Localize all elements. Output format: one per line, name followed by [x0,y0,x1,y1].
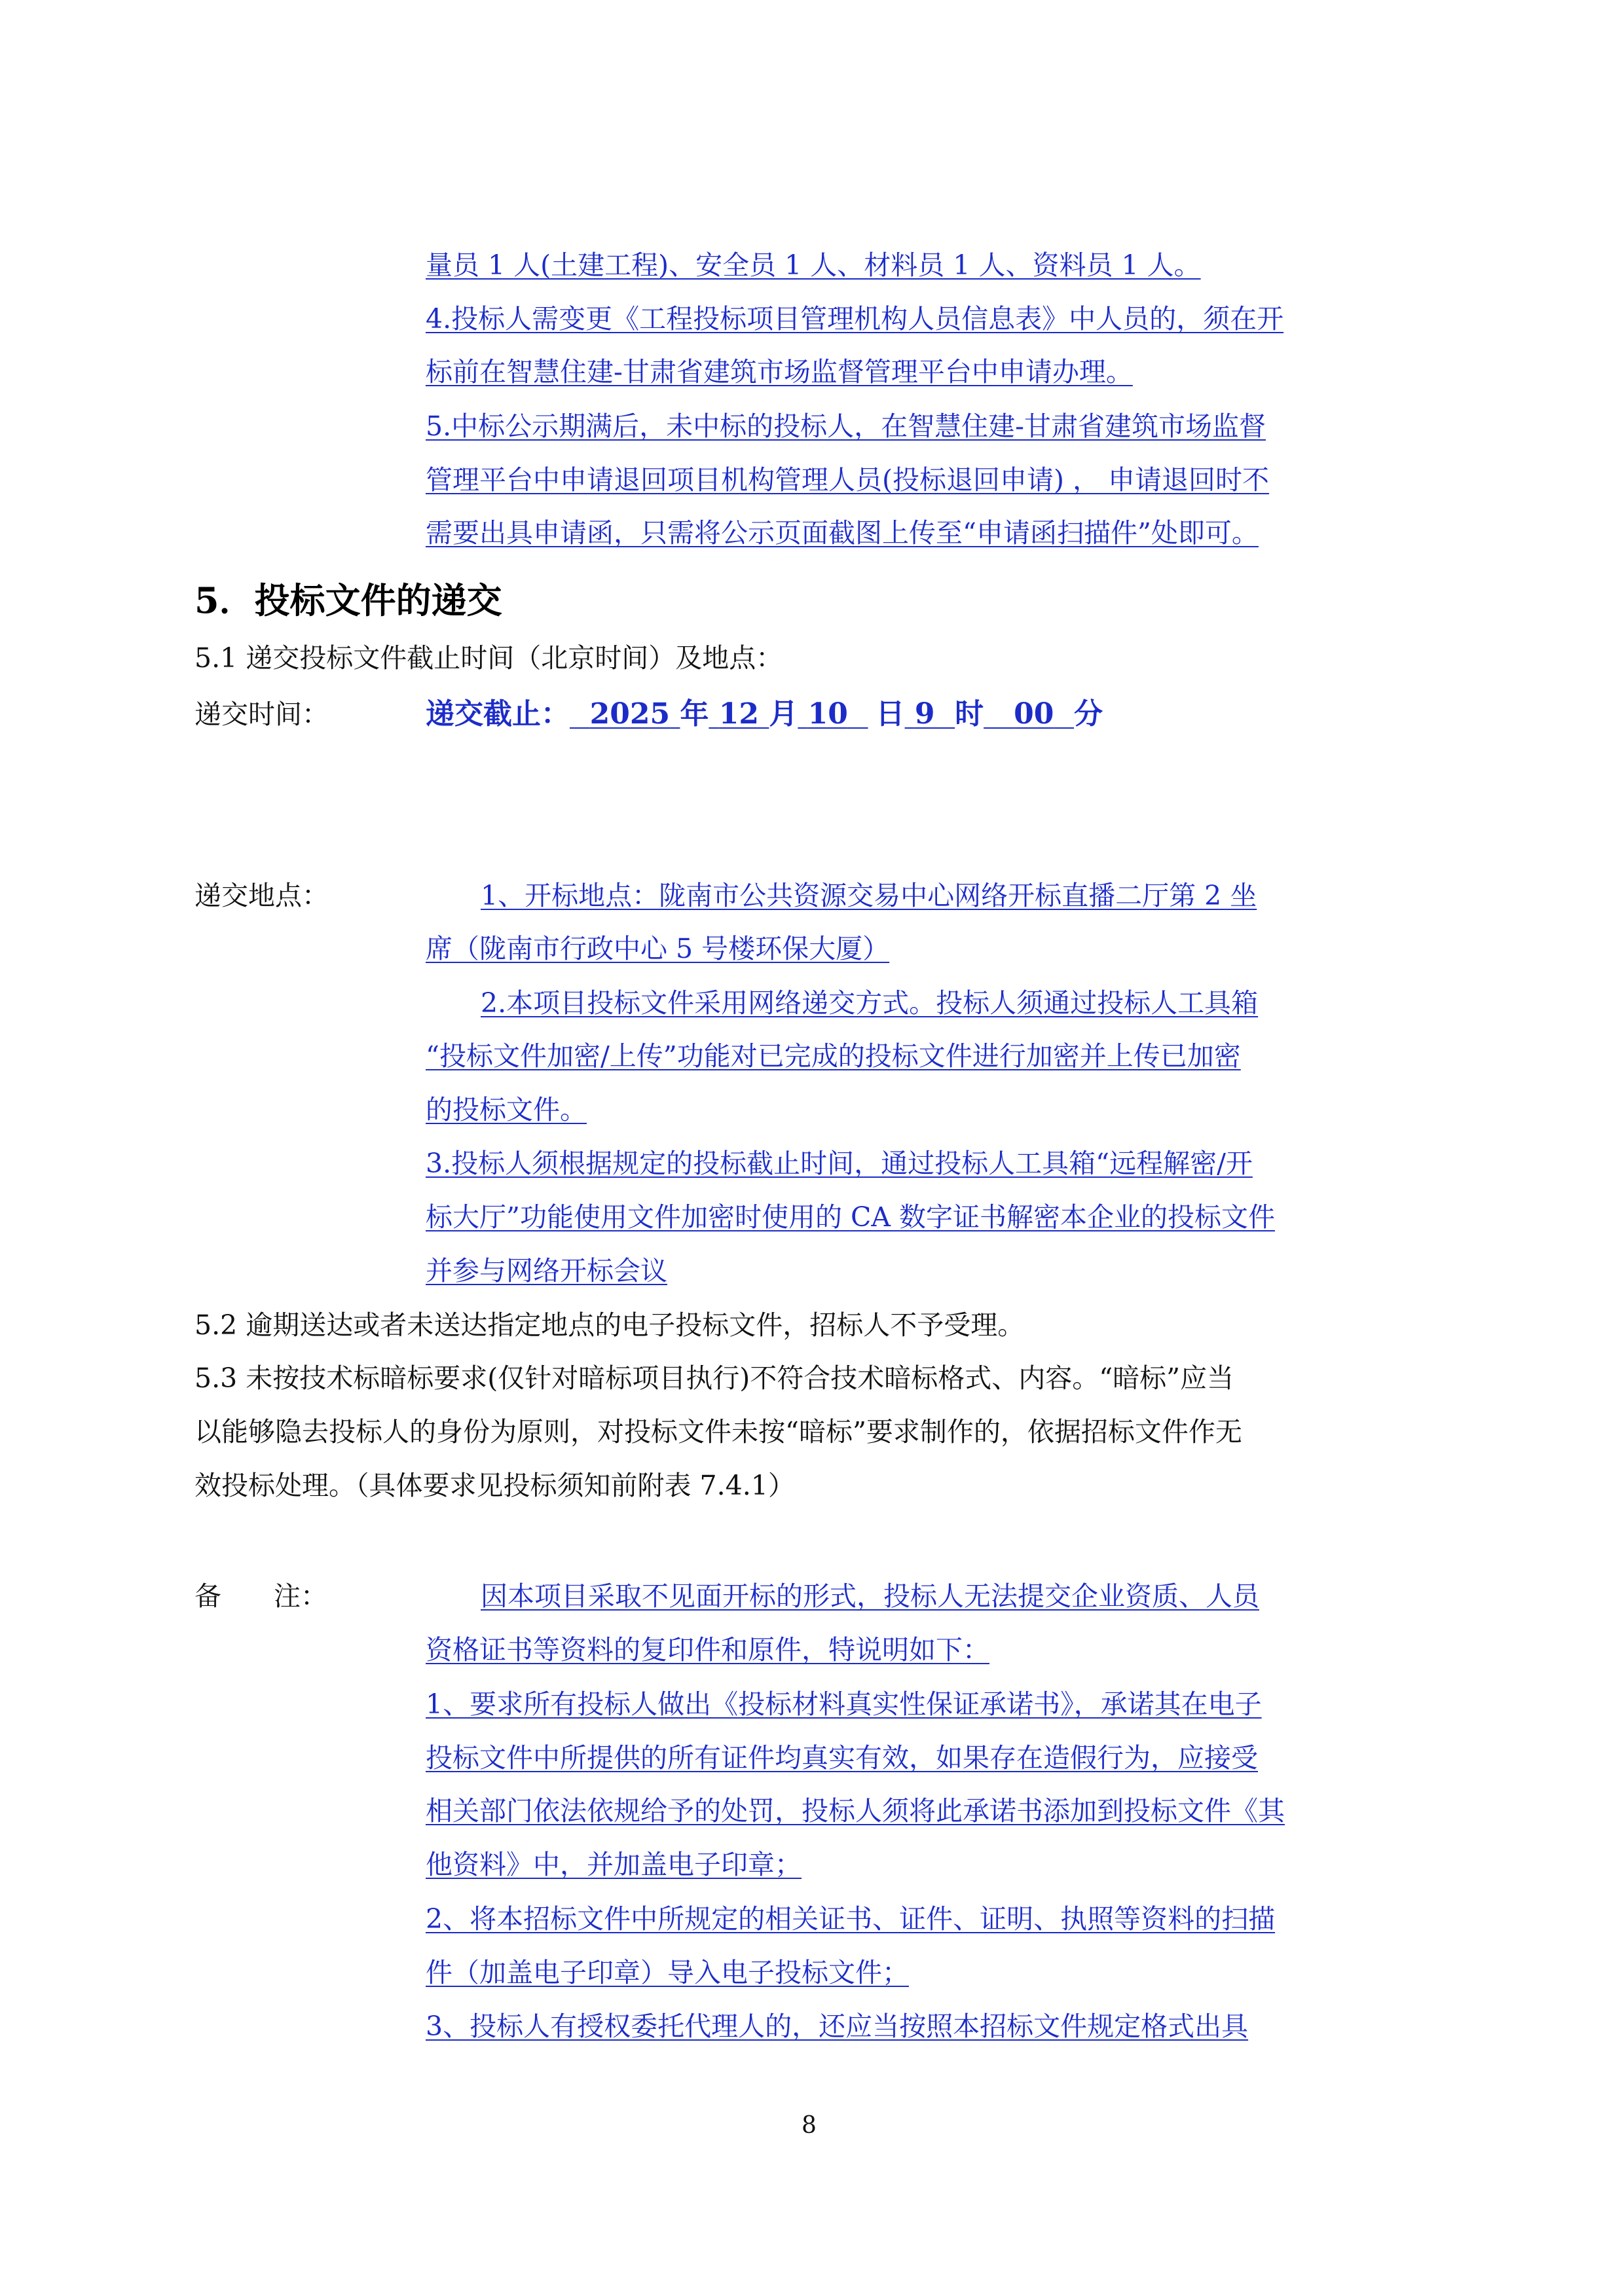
deadline-month-unit: 月 [769,697,798,731]
deadline-hour: 9 [914,697,935,731]
remarks-line-6: 他资料》中，并加盖电子印章； [426,1849,802,1880]
location-label: 递交地点： [194,880,329,911]
remarks-label-a: 备 [194,1580,221,1612]
remarks-line-7: 2、将本招标文件中所规定的相关证书、证件、证明、执照等资料的扫描 [426,1903,1276,1935]
location-line-2: 席（陇南市行政中心 5 号楼环保大厦） [426,933,890,964]
deadline-hour-unit: 时 [955,697,984,731]
top-line-4: 5.中标公示期满后，未中标的投标人，在智慧住建-甘肃省建筑市场监督 [426,410,1266,442]
top-line-6: 需要出具申请函，只需将公示页面截图上传至“申请函扫描件”处即可。 [426,517,1259,549]
page-number: 8 [802,2112,817,2139]
location-line-3: 2.本项目投标文件采用网络递交方式。投标人须通过投标人工具箱 [481,987,1259,1019]
deadline-day: 10 [807,697,848,731]
section-heading: 5．投标文件的递交 [194,579,502,621]
deadline-year: 2025 [589,697,671,731]
deadline-minute-unit: 分 [1073,697,1103,731]
deadline-day-unit: 日 [876,697,905,731]
deadline-label: 递交时间： [194,699,329,730]
remarks-line-4: 投标文件中所提供的所有证件均真实有效，如果存在造假行为，应接受 [426,1742,1258,1774]
deadline-month: 12 [718,697,759,731]
location-line-7: 标大厅”功能使用文件加密时使用的 CA 数字证书解密本企业的投标文件 [426,1201,1276,1233]
deadline-minute: 00 [1014,697,1054,731]
section-5-3-line-3: 效投标处理。（具体要求见投标须知前附表 7.4.1） [194,1470,795,1501]
remarks-line-2: 资格证书等资料的复印件和原件，特说明如下： [426,1634,989,1666]
top-line-1: 量员 1 人(土建工程)、安全员 1 人、材料员 1 人、资料员 1 人。 [426,249,1201,281]
remarks-line-3: 1、要求所有投标人做出《投标材料真实性保证承诺书》，承诺其在电子 [426,1688,1262,1720]
location-line-8: 并参与网络开标会议 [426,1255,667,1286]
top-line-5: 管理平台中申请退回项目机构管理人员(投标退回申请) ， 申请退回时不 [426,464,1270,496]
remarks-line-5: 相关部门依法依规给予的处罚，投标人须将此承诺书添加到投标文件《其 [426,1795,1285,1827]
remarks-line-1: 因本项目采取不见面开标的形式，投标人无法提交企业资质、人员 [481,1580,1259,1612]
section-5-1-title: 5.1 递交投标文件截止时间（北京时间）及地点： [194,642,783,674]
top-line-3: 标前在智慧住建-甘肃省建筑市场监督管理平台中申请办理。 [426,356,1133,388]
location-line-6: 3.投标人须根据规定的投标截止时间，通过投标人工具箱“远程解密/开 [426,1148,1253,1179]
remarks-line-9: 3、投标人有授权委托代理人的，还应当按照本招标文件规定格式出具 [426,2011,1249,2042]
section-5-2: 5.2 逾期送达或者未送达指定地点的电子投标文件，招标人不予受理。 [194,1309,1025,1341]
top-line-2: 4.投标人需变更《工程投标项目管理机构人员信息表》中人员的，须在开 [426,303,1284,335]
remarks-line-8: 件（加盖电子印章）导入电子投标文件； [426,1957,909,1988]
deadline-value [426,698,1103,731]
location-line-4: “投标文件加密/上传”功能对已完成的投标文件进行加密并上传已加密 [426,1040,1241,1072]
remarks-label-b: 注： [274,1580,327,1612]
deadline-prefix: 递交截止： [426,697,570,731]
section-5-3-line-2: 以能够隐去投标人的身份为原则，对投标文件未按“暗标”要求制作的，依据招标文件作无 [194,1416,1242,1448]
deadline-year-unit: 年 [680,697,709,731]
location-line-1: 1、开标地点：陇南市公共资源交易中心网络开标直播二厅第 2 坐 [481,880,1257,911]
location-line-5: 的投标文件。 [426,1094,587,1125]
section-5-3-line-1: 5.3 未按技术标暗标要求(仅针对暗标项目执行)不符合技术暗标格式、内容。“暗标”应当 [194,1362,1234,1394]
